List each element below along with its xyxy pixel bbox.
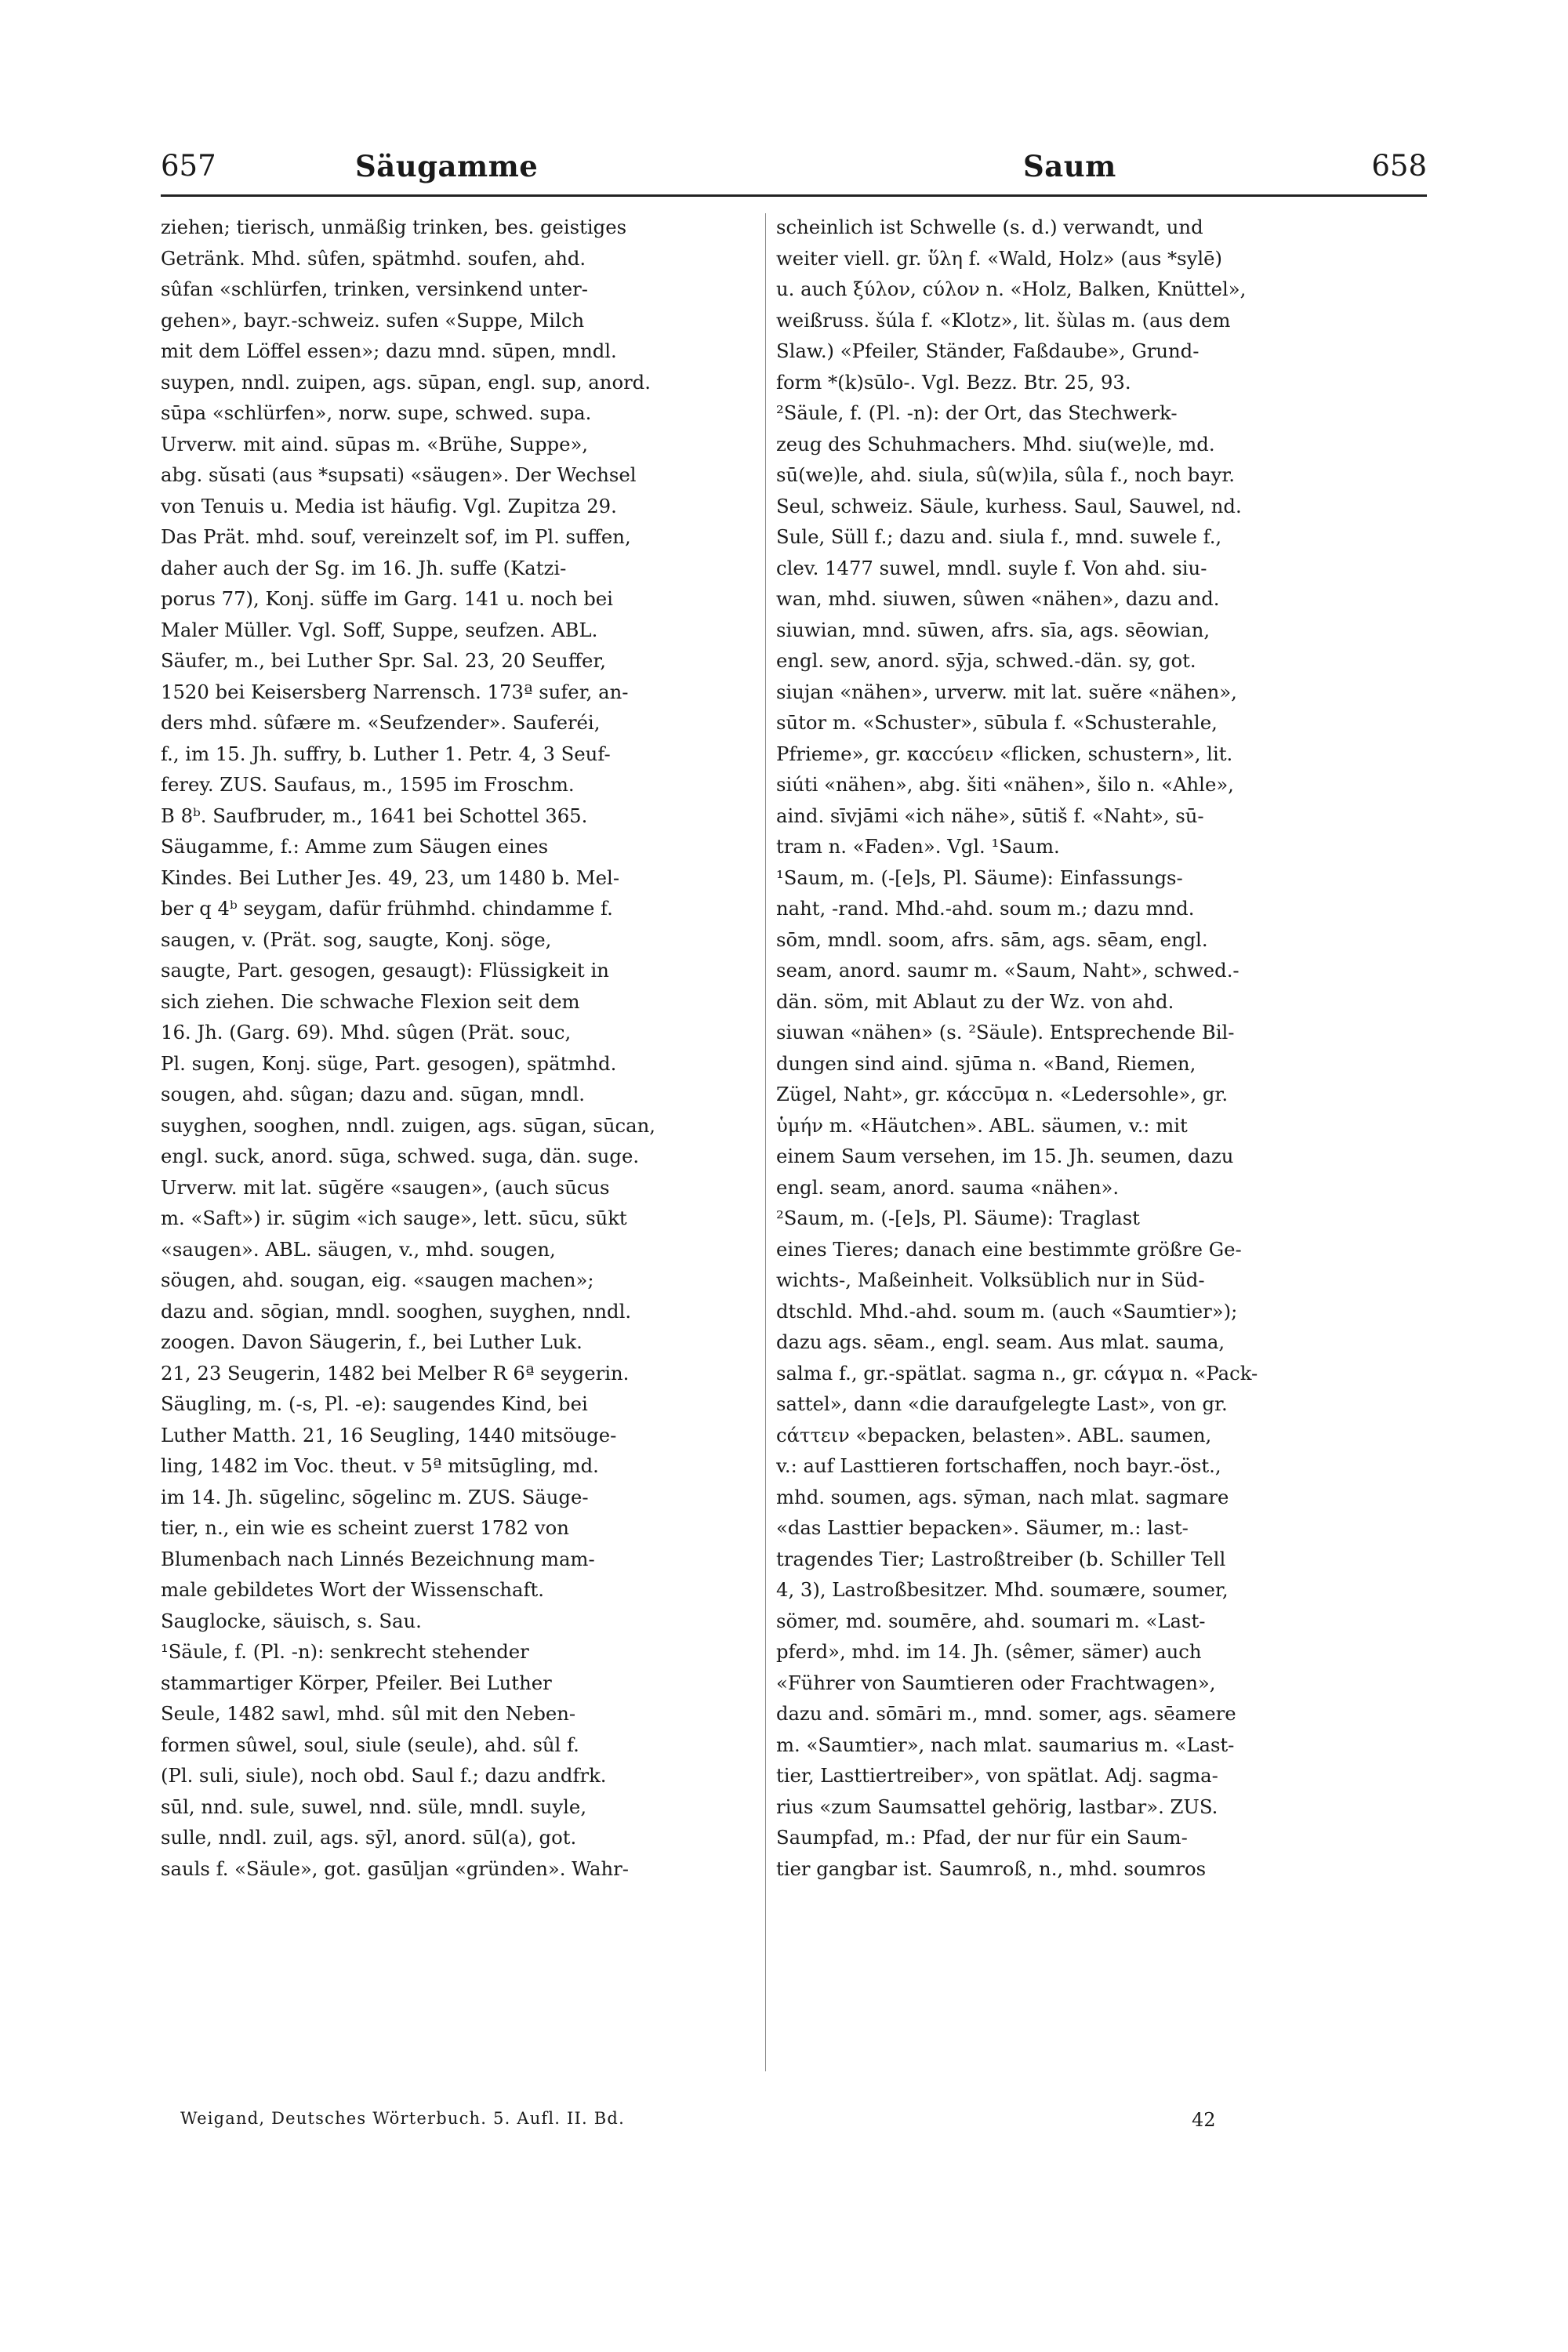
- column-divider: [765, 213, 766, 2071]
- page-number-left: 657: [161, 149, 216, 183]
- left-column: [161, 212, 757, 2082]
- page-number-right: 658: [1371, 149, 1427, 183]
- right-column-text: scheinlich ist Schwelle (s. d.) verwandt, und weiter viell. gr. ὕλη f. «Wald, Holz» (aus *sylē) u. auch ξύλον, cύλον n. «Holz, Balken, Knüttel», weißruss. šúla f. «Klotz», lit. šùlas m. (aus dem Slaw.) «Pfeiler, Ständer, Faßdaube», Grund- form *(k)sūlo-. Vgl. Bezz. Btr. 25, 93. ²Säule, f. (Pl. -n): der Ort, das Stechwerk- zeug des Schuhmachers. Mhd. siu(we)le, md. sū(we)le, ahd. siula, sû(w)ila, sûla f., noch bayr. Seul, schweiz. Säule, kurhess. Saul, Sauwel, nd. Sule, Süll f.; dazu and. siula f., mnd. suwele f., clev. 1477 suwel, mndl. suyle f. Von ahd. siu- wan, mhd. siuwen, sûwen «nähen», dazu and. siuwian, mnd. sūwen, afrs. sīa, ags. sēowian, engl. sew, anord. sȳja, schwed.-dän. sy, got. siujan «nähen», urverw. mit lat. suĕre «nähen», sūtor m. «Schuster», sūbula f. «Schusterahle, Pfrieme», gr. καccύειν «flicken, schustern», lit. siúti «nähen», abg. šiti «nähen», šilo n. «Ahle», aind. sīvjāmi «ich nähe», sūtiš f. «Naht», sū- tram n. «Faden». Vgl. ¹Saum. ¹Saum, m. (-[e]s, Pl. Säume): Einfassungs- naht, -rand. Mhd.-ahd. soum m.; dazu mnd. sōm, mndl. soom, afrs. sām, ags. sēam, engl. seam, anord. saumr m. «Saum, Naht», schwed.- dän. söm, mit Ablaut zu der Wz. von ahd. siuwan «nähen» (s. ²Säule). Entsprechende Bil- dungen sind aind. sjūma n. «Band, Riemen, Zügel, Naht», gr. κάccῡμα n. «Ledersohle», gr. ὑμήν m. «Häutchen». ABL. säumen, v.: mit einem Saum versehen, im 15. Jh. seumen, dazu engl. seam, anord. sauma «nähen». ²Saum, m. (-[e]s, Pl. Säume): Traglast eines Tieres; danach eine bestimmte größre Ge- wichts-, Maßeinheit. Volksüblich nur in Süd- dtschld. Mhd.-ahd. soum m. (auch «Saumtier»); dazu ags. sēam., engl. seam. Aus mlat. sauma, salma f., gr.-spätlat. sagma n., gr. cάγμα n. «Pack- sattel», dann «die daraufgelegte Last», von gr. cάττειν «bepacken, belasten». ABL. saumen, v.: auf Lasttieren fortschaffen, noch bayr.-öst., mhd. soumen, ags. sȳman, nach mlat. sagmare «das Lasttier bepacken». Säumer, m.: last- tragendes Tier; Lastroßtreiber (b. Schiller Tell 4, 3), Lastroßbesitzer. Mhd. soumære, soumer, sömer, md. soumēre, ahd. soumari m. «Last- pferd», mhd. im 14. Jh. (sêmer, sämer) auch «Führer von Saumtieren oder Frachtwagen», dazu and. sōmāri m., mnd. somer, ags. sēamere m. «Saumtier», nach mlat. saumarius m. «Last- tier, Lasttiertreiber», von spätlat. Adj. sagma- rius «zum Saumsattel gehörig, lastbar». ZUS. Saumpfad, m.: Pfad, der nur für ein Saum- tier gangbar ist. Saumroß, n., mhd. soumros: [776, 216, 1258, 1880]
- left-column-text: ziehen; tierisch, unmäßig trinken, bes. geistiges Getränk. Mhd. sûfen, spätmhd. soufen, ahd. sûfan «schlürfen, trinken, versinkend unter- gehen», bayr.-schweiz. sufen «Suppe, Milch mit dem Löffel essen»; dazu mnd. sūpen, mndl. suypen, nndl. zuipen, ags. sūpan, engl. sup, anord. sūpa «schlürfen», norw. supe, schwed. supa. Urverw. mit aind. sūpas m. «Brühe, Suppe», abg. sŭsati (aus *supsati) «säugen». Der Wechsel von Tenuis u. Media ist häufig. Vgl. Zupitza 29. Das Prät. mhd. souf, vereinzelt sof, im Pl. suffen, daher auch der Sg. im 16. Jh. suffe (Katzi- porus 77), Konj. süffe im Garg. 141 u. noch bei Maler Müller. Vgl. Soff, Suppe, seufzen. ABL. Säufer, m., bei Luther Spr. Sal. 23, 20 Seuffer, 1520 bei Keisersberg Narrensch. 173ª sufer, an- ders mhd. sûfære m. «Seufzender». Sauferéi, f., im 15. Jh. suffry, b. Luther 1. Petr. 4, 3 Seuf- ferey. ZUS. Saufaus, m., 1595 im Froschm. B 8ᵇ. Saufbruder, m., 1641 bei Schottel 365. Säugamme, f.: Amme zum Säugen eines Kindes. Bei Luther Jes. 49, 23, um 1480 b. Mel- ber q 4ᵇ seygam, dafür frühmhd. chindamme f. saugen, v. (Prät. sog, saugte, Konj. söge, saugte, Part. gesogen, gesaugt): Flüssigkeit in sich ziehen. Die schwache Flexion seit dem 16. Jh. (Garg. 69). Mhd. sûgen (Prät. souc, Pl. sugen, Konj. süge, Part. gesogen), spätmhd. sougen, ahd. sûgan; dazu and. sūgan, mndl. suyghen, sooghen, nndl. zuigen, ags. sūgan, sūcan, engl. suck, anord. sūga, schwed. suga, dän. suge. Urverw. mit lat. sūgĕre «saugen», (auch sūcus m. «Saft») ir. sūgim «ich sauge», lett. sūcu, sūkt «saugen». ABL. säugen, v., mhd. sougen, söugen, ahd. sougan, eig. «saugen machen»; dazu and. sōgian, mndl. sooghen, suyghen, nndl. zoogen. Davon Säugerin, f., bei Luther Luk. 21, 23 Seugerin, 1482 bei Melber R 6ª seygerin. Säugling, m. (-s, Pl. -e): saugendes Kind, bei Luther Matth. 21, 16 Seugling, 1440 mitsöuge- ling, 1482 im Voc. theut. v 5ª mitsūgling, md. im 14. Jh. sūgelinc, sōgelinc m. ZUS. Säuge- tier, n., ein wie es scheint zuerst 1782 von Blumenbach nach Linnés Bezeichnung mam- male gebildetes Wort der Wissenschaft. Sauglocke, säuisch, s. Sau. ¹Säule, f. (Pl. -n): senkrecht stehender stammartiger Körper, Pfeiler. Bei Luther Seule, 1482 sawl, mhd. sûl mit den Neben- formen sûwel, soul, siule (seule), ahd. sûl f. (Pl. suli, siule), noch obd. Saul f.; dazu andfrk. sūl, nnd. sule, suwel, nnd. süle, mndl. suyle, sulle, nndl. zuil, ags. sȳl, anord. sūl(a), got. sauls f. «Säule», got. gasūljan «gründen». Wahr-: [161, 216, 656, 1880]
- footer-signature: 42: [1192, 2109, 1216, 2131]
- header-rule: [161, 194, 1427, 197]
- page-header: [161, 149, 1427, 196]
- guide-word-right: Saum: [1023, 149, 1116, 183]
- right-column: [776, 212, 1372, 2082]
- guide-word-left: Säugamme: [355, 149, 539, 183]
- footer-imprint: Weigand, Deutsches Wörterbuch. 5. Aufl. II. Bd.: [180, 2109, 625, 2128]
